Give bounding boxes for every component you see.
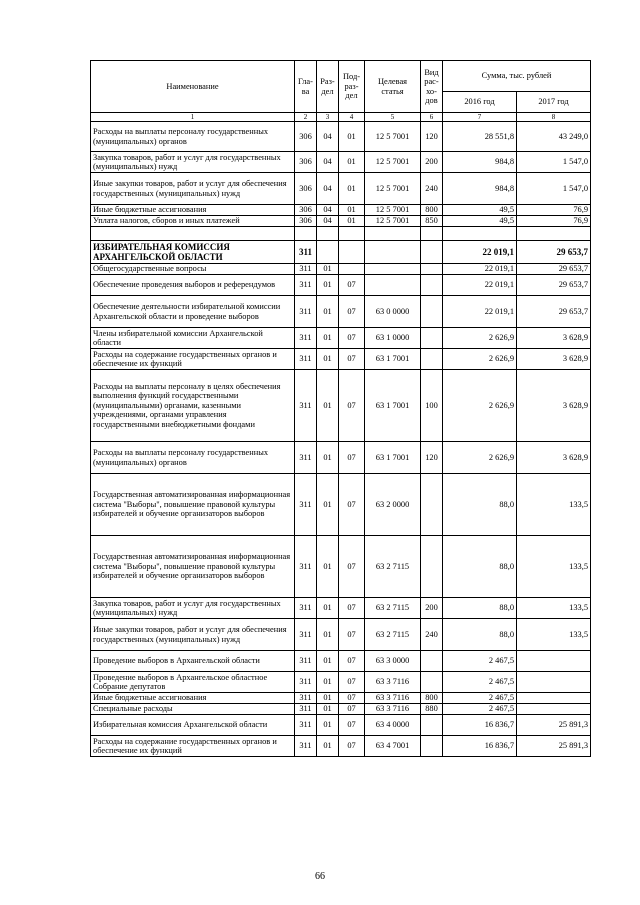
row-celevaya xyxy=(365,241,421,264)
row-podrazdel: 07 xyxy=(339,715,365,736)
empty-cell xyxy=(317,227,339,241)
table-row xyxy=(91,264,591,275)
row-name: Общегосударственные вопросы xyxy=(91,264,295,275)
row-glava: 311 xyxy=(295,598,317,619)
row-sum-2016: 88,0 xyxy=(443,536,517,598)
row-vid: 120 xyxy=(421,122,443,152)
row-celevaya: 63 3 7116 xyxy=(365,672,421,693)
row-celevaya xyxy=(365,264,421,275)
row-vid: 880 xyxy=(421,704,443,715)
column-number: 7 xyxy=(443,113,517,122)
table-row xyxy=(91,619,591,651)
row-sum-2016: 88,0 xyxy=(443,474,517,536)
budget-table xyxy=(90,60,591,757)
header-celevaya: Целевая статья xyxy=(365,61,421,113)
row-sum-2016: 2 626,9 xyxy=(443,328,517,349)
row-sum-2017: 1 547,0 xyxy=(517,152,591,173)
row-razdel: 01 xyxy=(317,736,339,757)
row-sum-2016: 2 467,5 xyxy=(443,651,517,672)
row-sum-2016: 2 467,5 xyxy=(443,704,517,715)
empty-cell xyxy=(421,227,443,241)
row-razdel: 01 xyxy=(317,442,339,474)
row-name: Избирательная комиссия Архангельской области xyxy=(91,715,295,736)
table-row xyxy=(91,216,591,227)
page-number: 66 xyxy=(315,871,325,882)
empty-cell xyxy=(443,227,517,241)
row-sum-2017: 76,9 xyxy=(517,205,591,216)
row-sum-2017: 25 891,3 xyxy=(517,715,591,736)
row-podrazdel xyxy=(339,241,365,264)
row-sum-2017: 133,5 xyxy=(517,536,591,598)
table-row xyxy=(91,598,591,619)
row-razdel: 04 xyxy=(317,152,339,173)
row-razdel: 01 xyxy=(317,296,339,328)
row-celevaya: 12 5 7001 xyxy=(365,205,421,216)
row-razdel: 04 xyxy=(317,122,339,152)
row-podrazdel: 01 xyxy=(339,152,365,173)
table-row xyxy=(91,296,591,328)
row-sum-2016: 22 019,1 xyxy=(443,296,517,328)
row-sum-2016: 22 019,1 xyxy=(443,275,517,296)
row-celevaya: 12 5 7001 xyxy=(365,152,421,173)
table-row xyxy=(91,152,591,173)
row-sum-2016: 2 626,9 xyxy=(443,370,517,442)
row-sum-2016: 49,5 xyxy=(443,216,517,227)
row-name: Государственная автоматизированная информационная система "Выборы", повышение правовой культуры избирателей и обучение организаторов выборов xyxy=(91,536,295,598)
row-sum-2016: 88,0 xyxy=(443,598,517,619)
row-sum-2017: 76,9 xyxy=(517,216,591,227)
row-podrazdel: 01 xyxy=(339,216,365,227)
row-celevaya: 63 3 7116 xyxy=(365,693,421,704)
row-glava: 311 xyxy=(295,264,317,275)
row-celevaya: 63 2 7115 xyxy=(365,536,421,598)
row-name: Иные закупки товаров, работ и услуг для обеспечения государственных (муниципальных) нужд xyxy=(91,173,295,205)
row-razdel: 01 xyxy=(317,619,339,651)
row-sum-2017: 1 547,0 xyxy=(517,173,591,205)
row-podrazdel: 07 xyxy=(339,672,365,693)
row-name: Обеспечение деятельности избирательной комиссии Архангельской области и проведение выборов xyxy=(91,296,295,328)
row-sum-2017: 133,5 xyxy=(517,619,591,651)
header-vid: Вид рас- хо- дов xyxy=(421,61,443,113)
table-row xyxy=(91,205,591,216)
row-celevaya: 63 3 7116 xyxy=(365,704,421,715)
row-sum-2017: 29 653,7 xyxy=(517,296,591,328)
row-razdel: 01 xyxy=(317,349,339,370)
table-row xyxy=(91,349,591,370)
row-sum-2016: 2 626,9 xyxy=(443,349,517,370)
column-number: 2 xyxy=(295,113,317,122)
row-sum-2017: 43 249,0 xyxy=(517,122,591,152)
row-vid xyxy=(421,536,443,598)
row-vid: 100 xyxy=(421,370,443,442)
table-row xyxy=(91,474,591,536)
row-glava: 311 xyxy=(295,328,317,349)
row-sum-2017: 133,5 xyxy=(517,598,591,619)
row-vid: 240 xyxy=(421,619,443,651)
row-glava: 306 xyxy=(295,216,317,227)
row-celevaya: 63 2 7115 xyxy=(365,619,421,651)
empty-cell xyxy=(295,227,317,241)
row-name: Обеспечение проведения выборов и референдумов xyxy=(91,275,295,296)
row-glava: 311 xyxy=(295,651,317,672)
row-sum-2016: 984,8 xyxy=(443,152,517,173)
row-razdel: 01 xyxy=(317,715,339,736)
row-vid xyxy=(421,328,443,349)
row-podrazdel: 07 xyxy=(339,328,365,349)
row-glava: 311 xyxy=(295,715,317,736)
row-celevaya: 12 5 7001 xyxy=(365,122,421,152)
row-celevaya: 63 4 7001 xyxy=(365,736,421,757)
row-sum-2017: 3 628,9 xyxy=(517,328,591,349)
row-sum-2017: 3 628,9 xyxy=(517,442,591,474)
row-glava: 306 xyxy=(295,152,317,173)
header-podrazdel: Под- раз- дел xyxy=(339,61,365,113)
row-celevaya: 63 1 7001 xyxy=(365,370,421,442)
row-name: Члены избирательной комиссии Архангельской области xyxy=(91,328,295,349)
row-podrazdel: 07 xyxy=(339,442,365,474)
row-razdel: 01 xyxy=(317,704,339,715)
row-sum-2017: 25 891,3 xyxy=(517,736,591,757)
row-sum-2016: 2 467,5 xyxy=(443,693,517,704)
table-row xyxy=(91,651,591,672)
row-sum-2016: 88,0 xyxy=(443,619,517,651)
row-podrazdel: 07 xyxy=(339,693,365,704)
row-name: Расходы на выплаты персоналу государственных (муниципальных) органов xyxy=(91,442,295,474)
row-podrazdel: 07 xyxy=(339,536,365,598)
row-vid: 200 xyxy=(421,598,443,619)
row-glava: 311 xyxy=(295,370,317,442)
row-sum-2016: 984,8 xyxy=(443,173,517,205)
row-name: Государственная автоматизированная информационная система "Выборы", повышение правовой культуры избирателей и обучение организаторов выборов xyxy=(91,474,295,536)
row-vid xyxy=(421,241,443,264)
column-number: 4 xyxy=(339,113,365,122)
row-podrazdel: 07 xyxy=(339,704,365,715)
row-vid xyxy=(421,736,443,757)
row-sum-2016: 22 019,1 xyxy=(443,264,517,275)
row-razdel: 01 xyxy=(317,264,339,275)
row-sum-2016: 2 626,9 xyxy=(443,442,517,474)
empty-cell xyxy=(517,227,591,241)
table-row xyxy=(91,227,591,241)
row-name: Расходы на выплаты персоналу государственных (муниципальных) органов xyxy=(91,122,295,152)
row-vid: 200 xyxy=(421,152,443,173)
row-glava: 306 xyxy=(295,122,317,152)
row-glava: 311 xyxy=(295,349,317,370)
row-podrazdel: 07 xyxy=(339,474,365,536)
row-name: Закупка товаров, работ и услуг для государственных (муниципальных) нужд xyxy=(91,598,295,619)
table-row xyxy=(91,173,591,205)
row-glava: 311 xyxy=(295,672,317,693)
row-vid xyxy=(421,474,443,536)
row-razdel: 01 xyxy=(317,693,339,704)
row-celevaya: 63 3 0000 xyxy=(365,651,421,672)
row-glava: 306 xyxy=(295,173,317,205)
row-podrazdel: 07 xyxy=(339,736,365,757)
row-glava: 311 xyxy=(295,619,317,651)
row-vid: 240 xyxy=(421,173,443,205)
row-razdel: 01 xyxy=(317,328,339,349)
table-row xyxy=(91,122,591,152)
column-number: 6 xyxy=(421,113,443,122)
column-number: 8 xyxy=(517,113,591,122)
row-razdel: 01 xyxy=(317,598,339,619)
row-podrazdel: 07 xyxy=(339,275,365,296)
row-vid xyxy=(421,715,443,736)
row-sum-2017: 29 653,7 xyxy=(517,275,591,296)
empty-cell xyxy=(91,227,295,241)
row-name: Расходы на содержание государственных органов и обеспечение их функций xyxy=(91,349,295,370)
row-name: Расходы на выплаты персоналу в целях обеспечения выполнения функций государственными (муниципальными) органами, казенными учреждениями, органами управления государственными внебюджетными фондами xyxy=(91,370,295,442)
row-name: Расходы на содержание государственных органов и обеспечение их функций xyxy=(91,736,295,757)
row-name: Специальные расходы xyxy=(91,704,295,715)
row-vid: 800 xyxy=(421,693,443,704)
row-sum-2016: 49,5 xyxy=(443,205,517,216)
row-podrazdel: 07 xyxy=(339,370,365,442)
row-celevaya: 12 5 7001 xyxy=(365,216,421,227)
row-razdel: 01 xyxy=(317,275,339,296)
row-podrazdel: 07 xyxy=(339,296,365,328)
header-razdel: Раз- дел xyxy=(317,61,339,113)
row-vid: 850 xyxy=(421,216,443,227)
row-podrazdel: 07 xyxy=(339,598,365,619)
row-razdel: 01 xyxy=(317,370,339,442)
table-row xyxy=(91,370,591,442)
empty-cell xyxy=(339,227,365,241)
row-celevaya: 63 0 0000 xyxy=(365,296,421,328)
row-vid xyxy=(421,349,443,370)
row-celevaya: 63 1 7001 xyxy=(365,442,421,474)
table-body xyxy=(91,122,591,757)
column-number: 5 xyxy=(365,113,421,122)
row-razdel: 04 xyxy=(317,173,339,205)
row-name: Закупка товаров, работ и услуг для государственных (муниципальных) нужд xyxy=(91,152,295,173)
header-summa: Сумма, тыс. рублей xyxy=(443,61,591,92)
row-name: Иные бюджетные ассигнования xyxy=(91,693,295,704)
column-number: 1 xyxy=(91,113,295,122)
row-sum-2016: 16 836,7 xyxy=(443,715,517,736)
table-row xyxy=(91,536,591,598)
row-glava: 311 xyxy=(295,296,317,328)
row-name: Уплата налогов, сборов и иных платежей xyxy=(91,216,295,227)
row-name: Иные бюджетные ассигнования xyxy=(91,205,295,216)
row-sum-2017 xyxy=(517,693,591,704)
table-row xyxy=(91,736,591,757)
row-celevaya: 63 4 0000 xyxy=(365,715,421,736)
table-row xyxy=(91,704,591,715)
row-sum-2017 xyxy=(517,651,591,672)
row-vid xyxy=(421,296,443,328)
row-razdel: 04 xyxy=(317,205,339,216)
column-number: 3 xyxy=(317,113,339,122)
row-podrazdel xyxy=(339,264,365,275)
row-sum-2017: 29 653,7 xyxy=(517,241,591,264)
table-row xyxy=(91,715,591,736)
row-name: Иные закупки товаров, работ и услуг для обеспечения государственных (муниципальных) нужд xyxy=(91,619,295,651)
row-vid: 120 xyxy=(421,442,443,474)
row-podrazdel: 01 xyxy=(339,122,365,152)
row-razdel: 01 xyxy=(317,672,339,693)
table-row xyxy=(91,328,591,349)
row-glava: 306 xyxy=(295,205,317,216)
row-glava: 311 xyxy=(295,442,317,474)
table-row xyxy=(91,442,591,474)
row-sum-2017: 133,5 xyxy=(517,474,591,536)
row-vid xyxy=(421,672,443,693)
empty-cell xyxy=(365,227,421,241)
row-celevaya: 63 2 7115 xyxy=(365,598,421,619)
row-glava: 311 xyxy=(295,704,317,715)
row-celevaya: 63 1 7001 xyxy=(365,349,421,370)
header-glava: Гла- ва xyxy=(295,61,317,113)
header-2016: 2016 год xyxy=(443,92,517,113)
row-glava: 311 xyxy=(295,536,317,598)
row-sum-2016: 28 551,8 xyxy=(443,122,517,152)
row-sum-2017 xyxy=(517,672,591,693)
row-podrazdel: 07 xyxy=(339,619,365,651)
row-sum-2017: 3 628,9 xyxy=(517,370,591,442)
row-sum-2017 xyxy=(517,704,591,715)
row-razdel: 01 xyxy=(317,474,339,536)
row-sum-2017: 3 628,9 xyxy=(517,349,591,370)
row-celevaya xyxy=(365,275,421,296)
row-sum-2016: 16 836,7 xyxy=(443,736,517,757)
row-sum-2016: 2 467,5 xyxy=(443,672,517,693)
header-2017: 2017 год xyxy=(517,92,591,113)
row-vid xyxy=(421,651,443,672)
row-celevaya: 63 1 0000 xyxy=(365,328,421,349)
row-sum-2016: 22 019,1 xyxy=(443,241,517,264)
row-razdel: 01 xyxy=(317,536,339,598)
row-celevaya: 63 2 0000 xyxy=(365,474,421,536)
table-row xyxy=(91,241,591,264)
table-row xyxy=(91,672,591,693)
row-glava: 311 xyxy=(295,474,317,536)
column-numbers-row xyxy=(91,113,591,122)
row-podrazdel: 07 xyxy=(339,349,365,370)
table-row xyxy=(91,275,591,296)
row-podrazdel: 07 xyxy=(339,651,365,672)
row-name: Проведение выборов в Архангельское областное Собрание депутатов xyxy=(91,672,295,693)
row-glava: 311 xyxy=(295,693,317,704)
row-celevaya: 12 5 7001 xyxy=(365,173,421,205)
row-glava: 311 xyxy=(295,241,317,264)
table-row xyxy=(91,693,591,704)
budget-page xyxy=(90,60,590,757)
row-sum-2017: 29 653,7 xyxy=(517,264,591,275)
row-vid xyxy=(421,275,443,296)
row-razdel: 04 xyxy=(317,216,339,227)
header-name: Наименование xyxy=(91,61,295,113)
row-razdel xyxy=(317,241,339,264)
row-glava: 311 xyxy=(295,275,317,296)
row-vid xyxy=(421,264,443,275)
row-razdel: 01 xyxy=(317,651,339,672)
row-name: ИЗБИРАТЕЛЬНАЯ КОМИССИЯ АРХАНГЕЛЬСКОЙ ОБЛАСТИ xyxy=(91,241,295,264)
row-glava: 311 xyxy=(295,736,317,757)
row-podrazdel: 01 xyxy=(339,205,365,216)
row-podrazdel: 01 xyxy=(339,173,365,205)
row-name: Проведение выборов в Архангельской области xyxy=(91,651,295,672)
row-vid: 800 xyxy=(421,205,443,216)
